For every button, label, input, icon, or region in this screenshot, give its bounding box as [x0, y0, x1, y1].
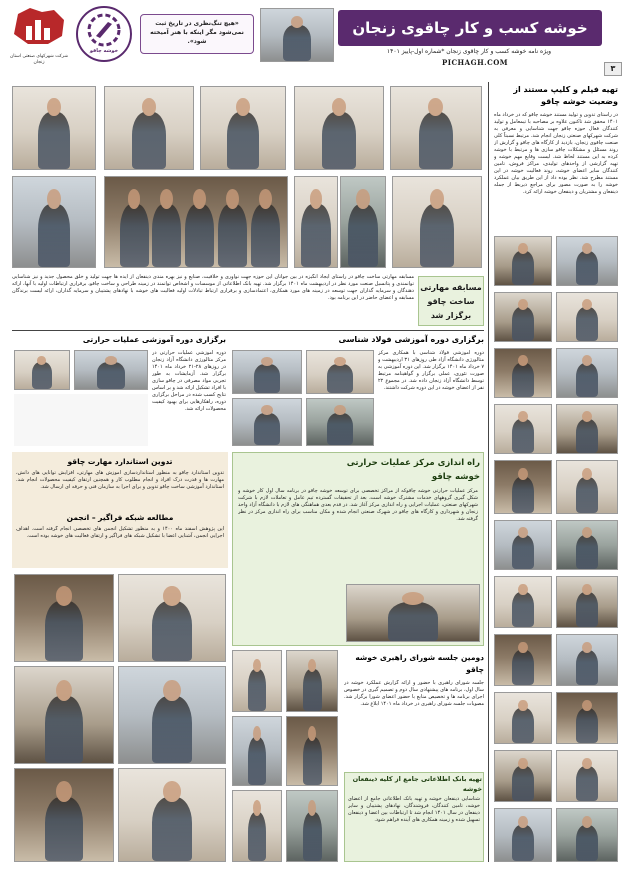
steel-heading: برگزاری دوره آموزشی فولاد شناسی	[338, 335, 484, 344]
photo-mid-4	[286, 716, 338, 786]
leader-portrait	[260, 8, 334, 62]
photo-workshop-5	[14, 768, 114, 862]
film-heading: تهیه فیلم و کلیپ مستند از وضعیت خوشه چاقو	[513, 85, 618, 106]
photo-film-3	[494, 292, 552, 342]
photo-film-16	[556, 634, 618, 686]
photo-mid-2	[286, 650, 338, 712]
photo-film-21	[494, 808, 552, 862]
photo-film-9	[494, 460, 552, 514]
photo-film-19	[494, 750, 552, 802]
section-divider-1	[12, 330, 484, 331]
photo-film-15	[494, 634, 552, 686]
photo-contestant-3	[200, 86, 286, 170]
masthead-website: PICHAGH.COM	[441, 58, 509, 67]
heat-text: دوره آموزشی عملیات حرارتی در مرکز متالورژی دانشگاه آزاد زنجان در روزهای ۲۸-۲۱ خرداد ماه ۱۴۰۱ برگزار شد. آزمایشات به طور تجربی مواد مصرفی در چاقو سازی با افراد تشکیل ارائه شد و بر اساس نتایج کسب شده در مراحل برگزاری دوره، راهکارهایی برای بهبود کیفیت محصولات ارائه شد.	[152, 350, 226, 412]
heat-text-cont	[14, 394, 148, 446]
photo-film-8	[556, 404, 618, 454]
masthead	[0, 0, 628, 73]
photo-workshop-6	[118, 768, 226, 862]
photo-contestant-5	[390, 86, 482, 170]
photo-workshop-3	[14, 666, 114, 764]
council-heading: دومین جلسه شورای راهبری خوشه چاقو	[355, 653, 484, 674]
photo-steel-4	[306, 398, 374, 446]
photo-film-14	[556, 576, 618, 628]
heat-center-text: مرکز عملیات حرارتی خوشه چاقوکه از مراکز تخصصی برای توسعه خوشه چاقو در برنامه سال اول کار خوشه و شکل گیری گروههای خدمات مشترک خوشه است، بعد از تحقیقات گسترده تیم عامل و تعاملات لازم با شرکت شهرکهای صنعتی، عملیات اجرایی و راه اندازی مرکز آغاز شد. در قدم بعدی هماهنگی های لازم با دانشگاه آزاد واحد زنجان و شهرداری و کارگاه های چاقو در شهرک صنعتی انجام شده و مکان مناسب برای راه اندازی مرکز در نظر گرفته شد.	[238, 488, 478, 522]
heat-center-heading: راه اندازی مرکز عملیات حرارتی خوشه چاقو	[346, 458, 480, 482]
photo-film-13	[494, 576, 552, 628]
network-text: این پژوهش اسفند ماه ۱۴۰۰ و به منظور تشکیل انجمن های تخصصی انجام گرفته است. اهداف اجرایی انجمن، آشنایی اعضا با تشکیل شبکه های فراگیر و ارتقای فعالیت های خوشه بوده است.	[16, 526, 224, 539]
page-number-badge	[604, 62, 622, 76]
photo-film-5	[494, 348, 552, 398]
page-number: ۳	[610, 64, 616, 73]
masthead-quote: «هیچ تنگ‌نظری در تاریخ ثبت نمی‌شود مگر اینکه با هنر آمیخته شود».	[150, 20, 244, 45]
photo-film-12	[556, 520, 618, 570]
network-heading: مطالعه شبکه فراگیر – انجمن	[66, 513, 174, 522]
photo-mid-1	[232, 650, 282, 712]
column-divider	[488, 82, 489, 862]
industrial-estates-logo	[8, 4, 70, 64]
photo-heat-1	[14, 350, 70, 390]
photo-heat-center	[346, 584, 480, 642]
photo-workshop-4	[118, 666, 226, 764]
title-band	[338, 10, 602, 46]
photo-steel-3	[232, 398, 302, 446]
steel-text: دوره آموزشی فولاد شناسی با همکاری مرکز متالورژی دانشگاه آزاد طی روزهای ۳۱ اردیبهشت و ۷ خرداد ماه ۱۴۰۱ برگزار شد. این دوره آموزشی به صورت تئوری، عملی برگزار و گواهینامه مرتبط توسط دانشگاه آزاد زنجان داده شد. در مجموع ۲۲ نفر از اعضای خوشه در این دوره شرکت داشتند.	[378, 350, 484, 391]
photo-contestant-7	[340, 176, 386, 268]
photo-group	[104, 176, 288, 268]
photo-film-6	[556, 348, 618, 398]
photo-steel-2	[306, 350, 374, 394]
database-text: شناسایی ذینفعان خوشه و تهیه بانک اطلاعاتی جامع از اعضای خوشه، تامین کنندگان، فروشندگان، نهادهای پشتیبان و سایر ذینفعان در سال ۱۴۰۱ انجام شد تا ارتباطات بین اعضا و ذینفعان تسهیل شده و زمینه همکاری های آینده فراهم شود.	[348, 796, 480, 823]
heat-heading: برگزاری دوره آموزشی عملیات حرارتی	[82, 335, 226, 344]
photo-contestant-2	[104, 86, 194, 170]
photo-film-7	[494, 404, 552, 454]
masthead-subtitle: ویژه نامه خوشه کسب و کار چاقوی زنجان *شماره اول-پاییز ۱۴۰۱	[386, 48, 552, 55]
contest-heading: مسابقه مهارتی ساخت چاقو برگزار شد	[420, 283, 482, 320]
masthead-title: خوشه کسب و کار چاقوی زنجان	[352, 19, 588, 37]
cluster-logo-text: خوشه چاقو	[89, 48, 119, 54]
logo-caption: شرکت شهرکهای صنعتی استان زنجان	[9, 54, 69, 65]
photo-contestant-6	[294, 176, 338, 268]
standard-heading: تدوین استاندارد مهارت چاقو	[67, 457, 173, 466]
database-heading: تهیه بانک اطلاعاتی جامع از کلیه ذینفعان خوشه	[352, 775, 482, 793]
photo-film-4	[556, 292, 618, 342]
quote-box	[140, 14, 254, 54]
photo-mid-5	[232, 790, 282, 862]
film-text: در راستای تدوین و تولید مستند خوشه چاقو که در خرداد ماه ۱۴۰۱ محقق شد تا‌کنون علاوه بر مصاحبه با تیمعامل و تولید کنندگان فعال حوزه چاقو جهت شناسایی و معرفی به شرکت شهرکهای صنعتی زنجان انجام شد. مرتبط نسبتاً کلی صنعت چاقوی زنجان، بازدید از کارگاه های چاقو و گزارش از روند مسئلل و مشکلات چاقو سازی ها و مرتبط با خوشه کرده به این مستند لحاظ شد. لیست وقایع مهم خوشه و تهیه گزارشی از واحدهای تولیدی، مراکز فروش، تامین کنندگان سایر اعضای خوشه، روند فعالیت خوشه در این مستند مطرح شد. نظر بوده داد از این طریق بیان عملکرد خوشه را به صورت مصور برای مراجع ذیربط از جمله ذینفعان و مشتریان و ذینفعان خوشه ارائه کرد.	[494, 112, 618, 195]
photo-film-11	[494, 520, 552, 570]
photo-heat-2	[74, 350, 148, 390]
contest-heading-box	[418, 276, 484, 326]
photo-mid-6	[286, 790, 338, 862]
photo-contestant-4	[294, 86, 384, 170]
photo-contestant-8	[392, 176, 482, 268]
photo-film-22	[556, 808, 618, 862]
cluster-logo	[76, 6, 132, 62]
photo-steel-1	[232, 350, 302, 394]
photo-workshop-1	[14, 574, 114, 662]
photo-film-10	[556, 460, 618, 514]
photo-mid-3	[232, 716, 282, 786]
photo-film-1	[494, 236, 552, 286]
photo-film-18	[556, 692, 618, 744]
photo-contestant-1	[12, 86, 96, 170]
council-text: جلسه شورای راهبری با حضور و ارائه گزارش عملکرد خوشه در سال اول، برنامه های پیشنهادی سال دوم و تصمیم گیری در خصوص اجرای برنامه ها و تخصیص منابع با حضور اعضای شورا برگزار شد. مصوبات جلسه شورای راهبری در خرداد ماه ۱۴۰۱ ابلاغ شد.	[344, 680, 484, 707]
photo-film-2	[556, 236, 618, 286]
contest-text: مسابقه مهارتی ساخت چاقو در راستای ایجاد انگیزه در بین جوانان این حوزه جهت نوآوری و خلاقیت، صنایع و نیز بهره مندی ذینفعان از ایده ها جهت تولید و خلق محصول جدید و نیز شناسایی توانمندی و پتانسیل صنعت مورد نظر در اردیبهشت ماه ۱۴۰۱ برگزار شد. تهیه بانک اطلاعاتی از موسسات و اشخاص توانمند در زمینه طراحی و ساخت چاقو، برقراری ارتباطات اولیه با آنها، ارائه دهندگان و سرمایه گذاران جهت توسعه در زمینه های مورد همکاری، اعتمادسازی و برقراری ارتباط تبادلات اولیه فعالیت های خوشه با نهادهای پشتیبان و سرمایه گذاران، ارائه لیست برندگان مسابقه و اعضای حاضر در این برنامه بود.	[12, 274, 414, 301]
photo-workshop-2	[118, 574, 226, 662]
standard-text: تدوین استاندارد چاقو به منظور استانداردسازی آموزش های مهارتی، افزایش توانایی های دانش، مهارت ها و قدرت درک افراد و انجام مطلوب کار و همچنین ارتقای کیفیت محصولات انجام شد. استاندارد آموزشی ساخت چاقو تدوین و برای اجرا به سازمان فنی و حرفه ای ارسال شد.	[16, 470, 224, 490]
photo-film-17	[494, 692, 552, 744]
photo-film-20	[556, 750, 618, 802]
photo-winner-boy	[12, 176, 96, 268]
